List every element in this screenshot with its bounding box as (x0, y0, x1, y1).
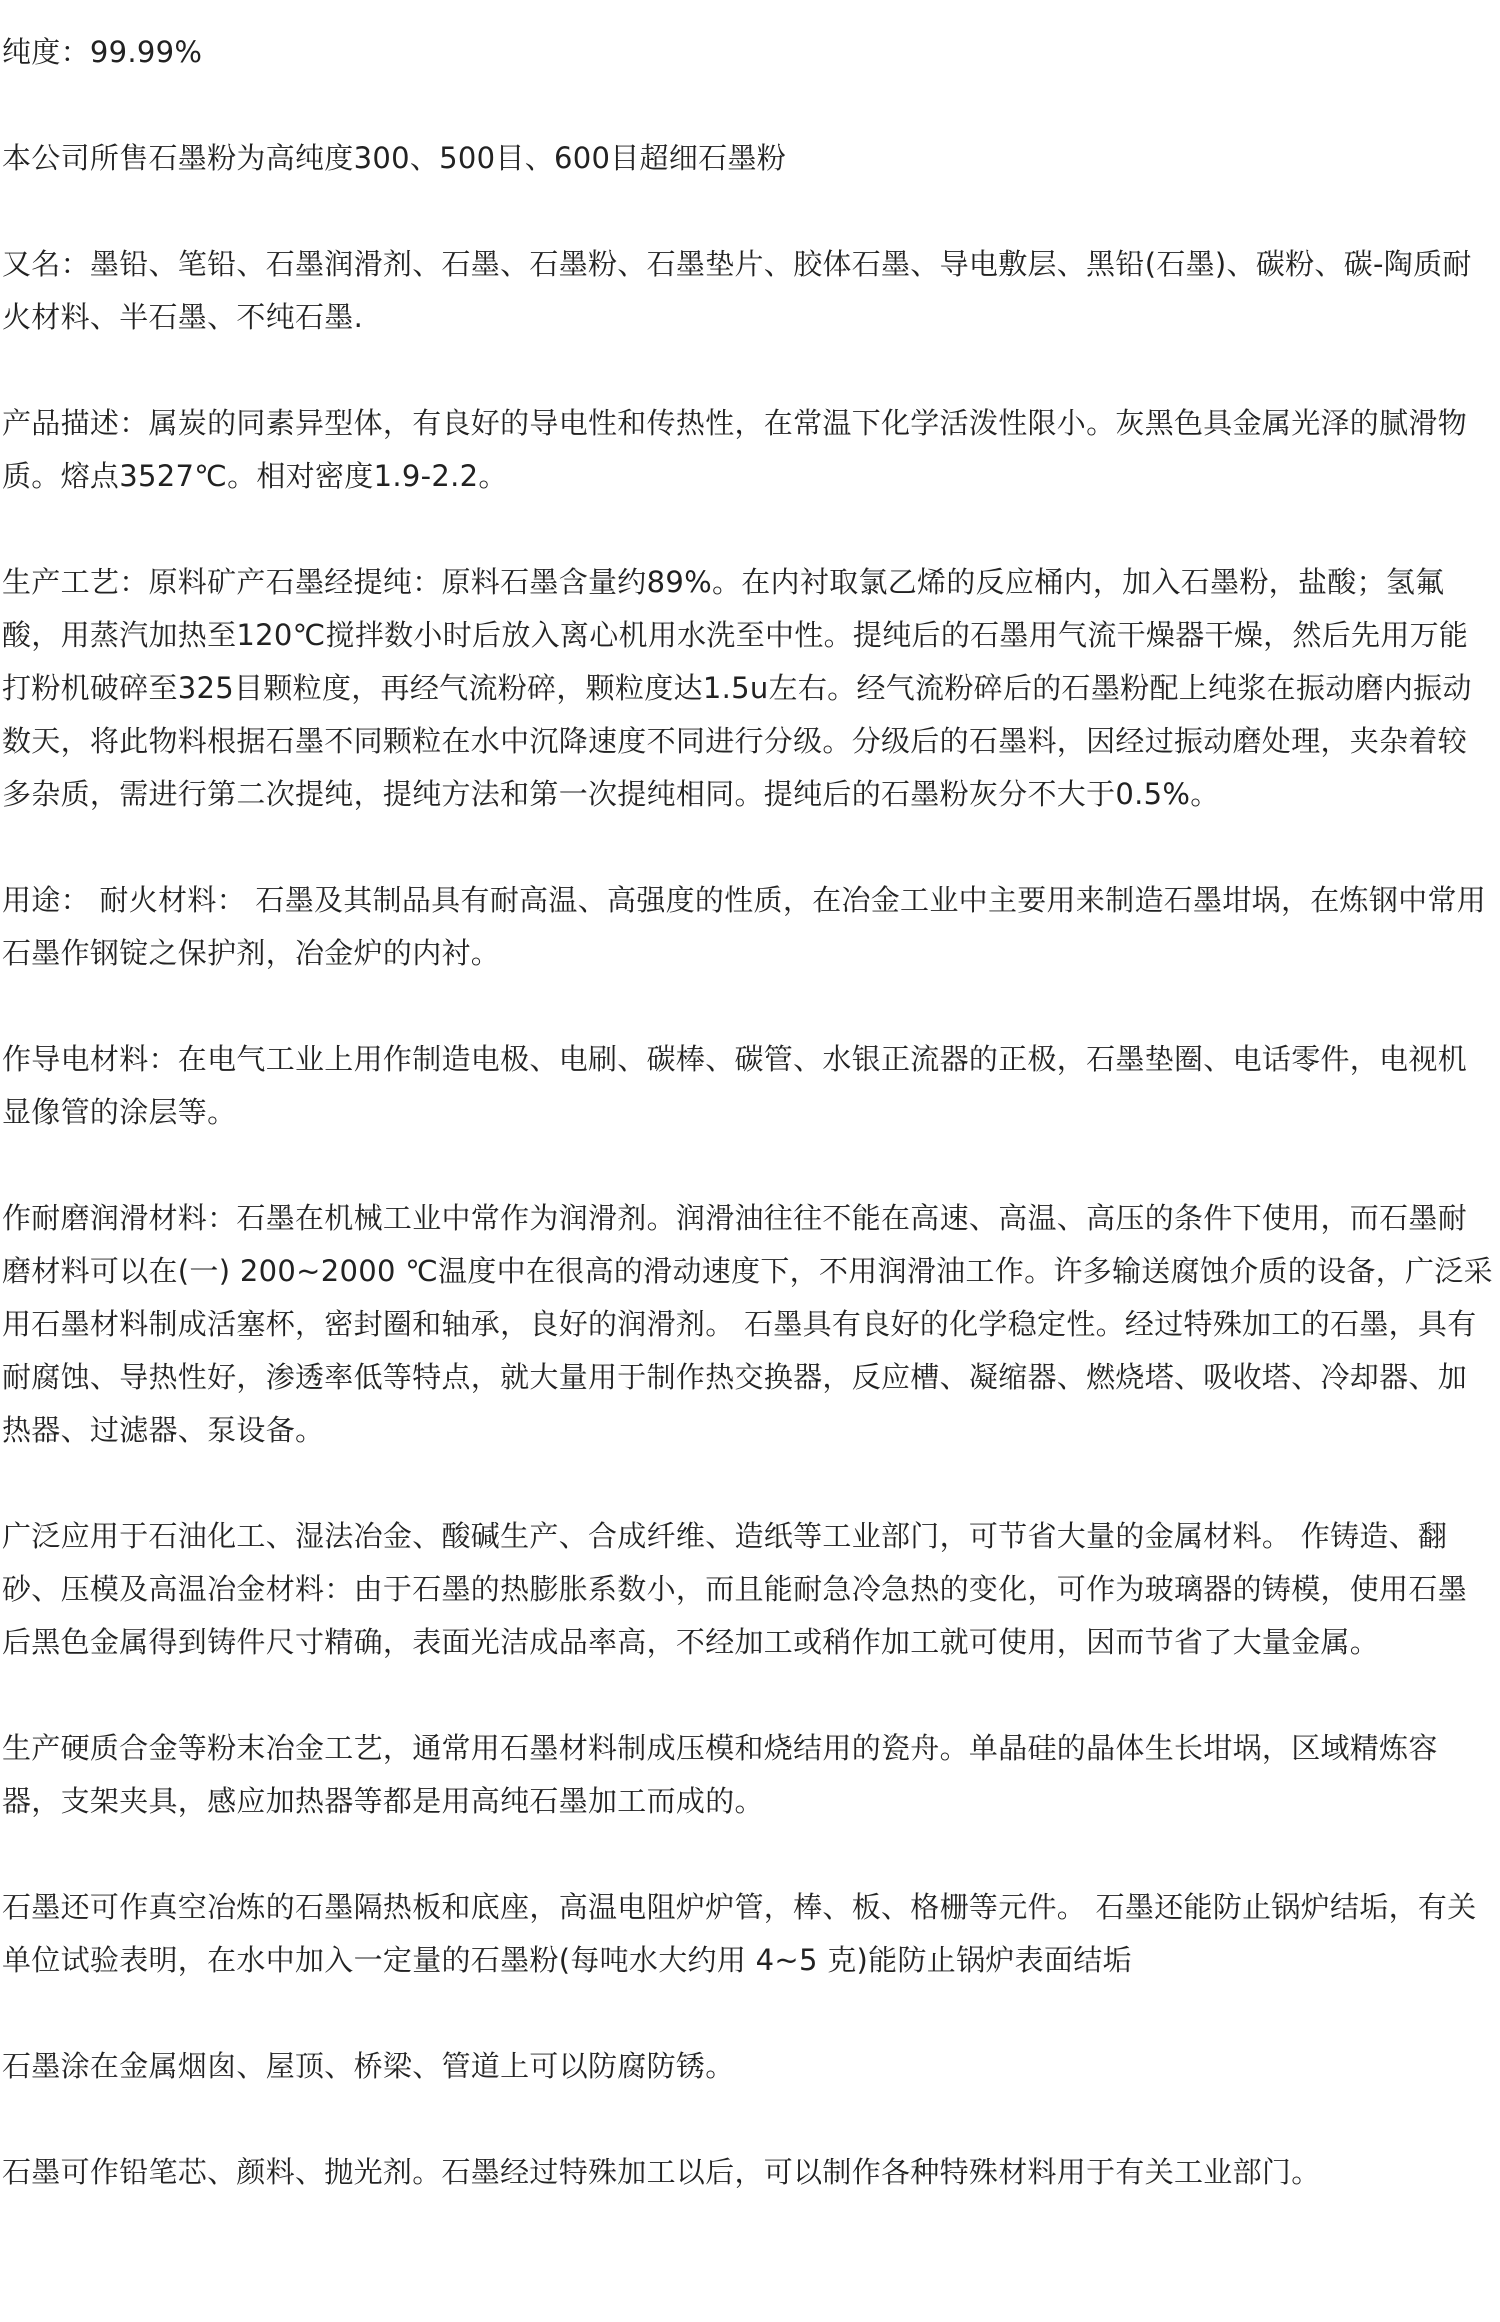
paragraph-use-vacuum-smelting: 石墨还可作真空冶炼的石墨隔热板和底座，高温电阻炉炉管，棒、板、格栅等元件。 石墨还能防止锅炉结垢，有关单位试验表明，在水中加入一定量的石墨粉(每吨水大约用 4~5 克)能防止锅炉表面结垢 (2, 1890, 1477, 1977)
paragraph-use-anticorrosion: 石墨涂在金属烟囱、屋顶、桥梁、管道上可以防腐防锈。 (2, 2049, 735, 2083)
paragraph-aliases: 又名：墨铅、笔铅、石墨润滑剂、石墨、石墨粉、石墨垫片、胶体石墨、导电敷层、黑铅(石墨)、碳粉、碳-陶质耐火材料、半石墨、不纯石墨. (2, 247, 1472, 334)
paragraph-process: 生产工艺：原料矿产石墨经提纯：原料石墨含量约89%。在内衬取氯乙烯的反应桶内，加入石墨粉，盐酸；氢氟酸，用蒸汽加热至120℃搅拌数小时后放入离心机用水洗至中性。提纯后的石墨用气流干燥器干燥，然后先用万能打粉机破碎至325目颗粒度，再经气流粉碎，颗粒度达1.5u左右。经气流粉碎后的石墨粉配上纯浆在振动磨内振动数天，将此物料根据石墨不同颗粒在水中沉降速度不同进行分级。分级后的石墨料，因经过振动磨处理，夹杂着较多杂质，需进行第二次提纯，提纯方法和第一次提纯相同。提纯后的石墨粉灰分不大于0.5%。 (2, 565, 1472, 811)
paragraph-use-conductive: 作导电材料：在电气工业上用作制造电极、电刷、碳棒、碳管、水银正流器的正极，石墨垫圈、电话零件，电视机显像管的涂层等。 (2, 1042, 1468, 1129)
paragraph-use-refractory: 用途： 耐火材料： 石墨及其制品具有耐高温、高强度的性质，在冶金工业中主要用来制造石墨坩埚，在炼钢中常用石墨作钢锭之保护剂，冶金炉的内衬。 (2, 883, 1487, 970)
paragraph-use-industry: 广泛应用于石油化工、湿法冶金、酸碱生产、合成纤维、造纸等工业部门，可节省大量的金属材料。 作铸造、翻砂、压模及高温冶金材料：由于石墨的热膨胀系数小，而且能耐急冷急热的变化，可作为玻璃器的铸模，使用石墨后黑色金属得到铸件尺寸精确，表面光洁成品率高，不经加工或稍作加工就可使用，因而节省了大量金属。 (2, 1519, 1468, 1659)
paragraph-purity: 纯度：99.99% (2, 35, 203, 69)
paragraph-use-lubricant: 作耐磨润滑材料：石墨在机械工业中常作为润滑剂。润滑油往往不能在高速、高温、高压的条件下使用，而石墨耐磨材料可以在(一) 200~2000 ℃温度中在很高的滑动速度下，不用润滑油工作。许多输送腐蚀介质的设备，广泛采用石墨材料制成活塞杯，密封圈和轴承，良好的润滑剂。 石墨具有良好的化学稳定性。经过特殊加工的石墨，具有耐腐蚀、导热性好，渗透率低等特点，就大量用于制作热交换器，反应槽、凝缩器、燃烧塔、吸收塔、冷却器、加热器、过滤器、泵设备。 (2, 1201, 1493, 1447)
paragraph-description: 产品描述：属炭的同素异型体，有良好的导电性和传热性，在常温下化学活泼性限小。灰黑色具金属光泽的腻滑物质。熔点3527℃。相对密度1.9-2.2。 (2, 406, 1468, 493)
paragraph-use-pencil: 石墨可作铅笔芯、颜料、抛光剂。石墨经过特殊加工以后，可以制作各种特殊材料用于有关工业部门。 (2, 2155, 1321, 2189)
paragraph-product-intro: 本公司所售石墨粉为高纯度300、500目、600目超细石墨粉 (2, 141, 787, 175)
paragraph-use-powder-metallurgy: 生产硬质合金等粉末冶金工艺，通常用石墨材料制成压模和烧结用的瓷舟。单晶硅的晶体生长坩埚，区域精炼容器，支架夹具，感应加热器等都是用高纯石墨加工而成的。 (2, 1731, 1438, 1818)
